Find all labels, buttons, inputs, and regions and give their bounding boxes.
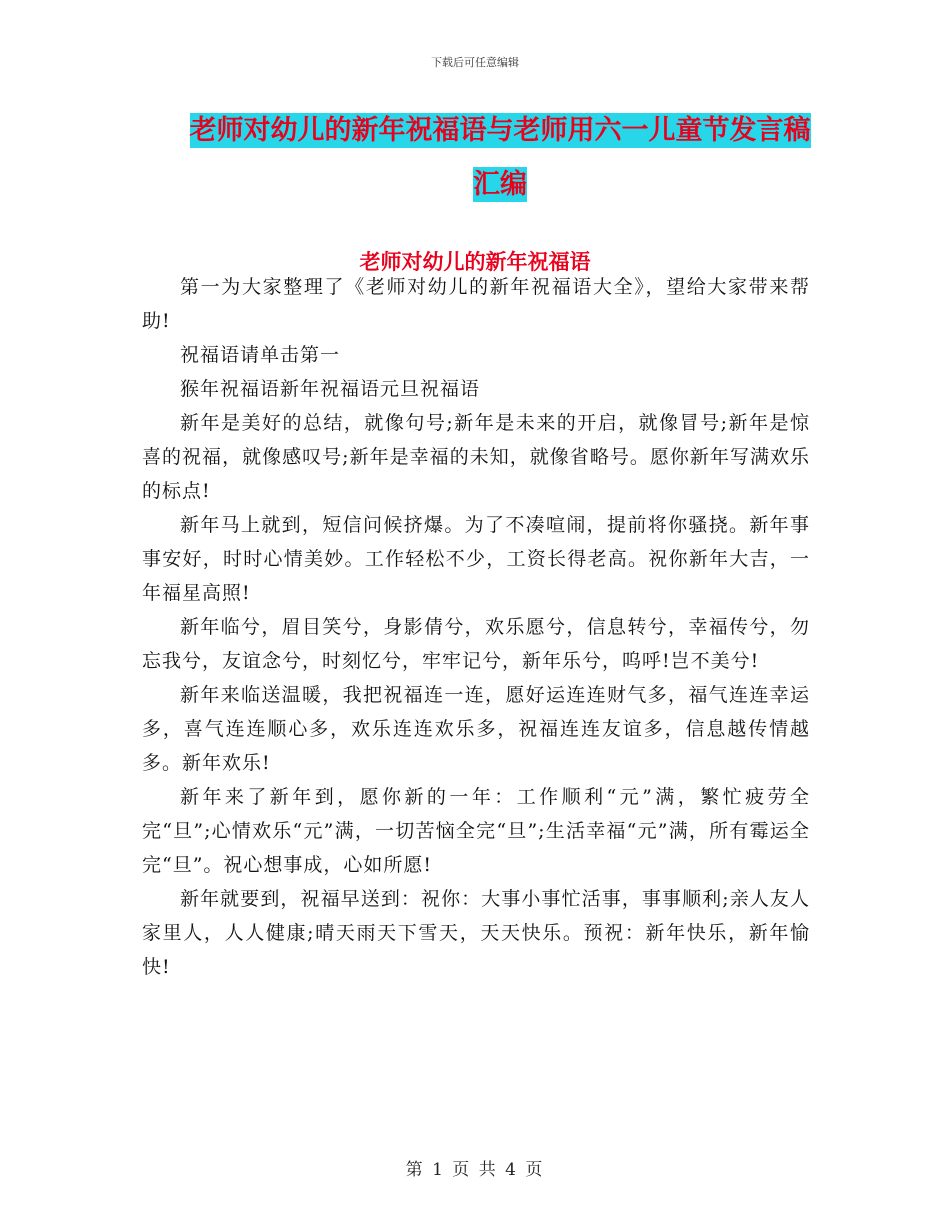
paragraph: 第一为大家整理了《老师对幼儿的新年祝福语大全》，望给大家带来帮助! xyxy=(142,276,810,332)
title-line-1: 老师对幼儿的新年祝福语与老师用六一儿童节发言稿 xyxy=(189,115,811,146)
section-title: 老师对幼儿的新年祝福语 xyxy=(359,250,591,274)
paragraph: 祝福语请单击第一 xyxy=(180,344,341,366)
header-note: 下载后可任意编辑 xyxy=(431,56,519,69)
paragraph: 猴年祝福语新年祝福语元旦祝福语 xyxy=(180,378,481,400)
document-body xyxy=(142,270,810,984)
page-footer: 第 1 页 共 4 页 xyxy=(405,1160,545,1180)
paragraph: 新年是美好的总结，就像句号;新年是未来的开启，就像冒号;新年是惊喜的祝福，就像感叹号;新年是幸福的未知，就像省略号。愿你新年写满欢乐的标点! xyxy=(142,412,810,502)
paragraph: 新年来了新年到，愿你新的一年：工作顺利“元”满，繁忙疲劳全完“旦”;心情欢乐“元”满，一切苦恼全完“旦”;生活幸福“元”满，所有霉运全完“旦”。祝心想事成，心如所愿! xyxy=(142,786,810,876)
paragraph: 新年来临送温暖，我把祝福连一连，愿好运连连财气多，福气连连幸运多，喜气连连顺心多，欢乐连连欢乐多，祝福连连友谊多，信息越传情越多。新年欢乐! xyxy=(142,684,810,774)
document-title xyxy=(180,104,820,212)
paragraph: 新年马上就到，短信问候挤爆。为了不凑喧闹，提前将你骚挠。新年事事安好，时时心情美妙。工作轻松不少，工资长得老高。祝你新年大吉，一年福星高照! xyxy=(142,514,810,604)
title-line-2: 汇编 xyxy=(473,169,527,200)
paragraph: 新年临兮，眉目笑兮，身影倩兮，欢乐愿兮，信息转兮，幸福传兮，勿忘我兮，友谊念兮，时刻忆兮，牢牢记兮，新年乐兮，呜呼!岂不美兮! xyxy=(142,616,810,672)
paragraph: 新年就要到，祝福早送到：祝你：大事小事忙活事，事事顺利;亲人友人家里人，人人健康;晴天雨天下雪天，天天快乐。预祝：新年快乐，新年愉快! xyxy=(142,888,810,978)
